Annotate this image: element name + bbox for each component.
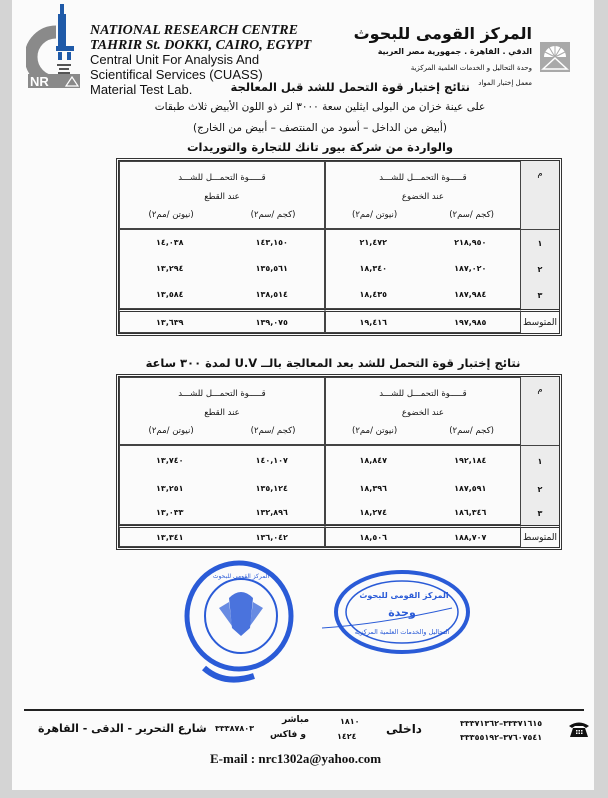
email-address[interactable]: E-mail : nrc1302a@yahoo.com: [210, 751, 382, 766]
header-yield-group: [325, 161, 521, 229]
header-strength: قـــــوة التحمـــل للشـــد: [379, 172, 467, 183]
cell-break-kg: ١٣٥,٥٦١: [255, 264, 288, 273]
avg-break-kg: ١٣٦,٠٤٢: [255, 532, 288, 542]
cell-break-n: ١٣,٧٤٠: [156, 456, 184, 465]
address: شارع التحرير - الدقى - القاهرة: [38, 722, 207, 735]
row-number: ٢: [537, 484, 543, 494]
header-ar-line3: وحدة التحاليل و الخدمات العلمية المركزية: [410, 64, 532, 72]
row-number: ١: [537, 456, 543, 466]
cell-break-kg: ١٣٥,١٢٤: [255, 484, 288, 493]
post-uv-title: نتائج إختبار قوة التحمل للشد بعد المعالجة بالــ U.V لمدة ٣٠٠ ساعة: [145, 356, 521, 370]
average-yield: [325, 525, 521, 547]
sunburst-triangle-logo: [540, 42, 570, 72]
header-unit-kg: (كجم /سم٢): [250, 425, 296, 436]
seal-left-text: المركز القومى للبحوث: [212, 573, 270, 580]
avg-yield-n: ١٩,٤١٦: [359, 317, 387, 327]
layers-description: (أبيض من الداخل – أسود من المنتصف – أبيض من الخارج): [193, 122, 447, 134]
phones-line1: ٣٣٣٧١٦١٥–٣٣٣٧١٣٦٢: [460, 719, 543, 728]
avg-break-n: ١٣,٣٤١: [156, 532, 184, 542]
avg-yield-kg: ١٩٧,٩٨٥: [454, 317, 487, 327]
official-seal-oval: [322, 568, 472, 660]
row-numbers: [521, 445, 559, 525]
cell-yield-n: ١٨,٣٤٠: [359, 264, 387, 273]
cell-yield-kg: ١٨٧,٩٨٤: [454, 290, 487, 299]
header-unit-kg: (كجم /سم٢): [449, 209, 494, 220]
header-en-line2: TAHRIR St. DOKKI, CAIRO, EGYPT: [90, 38, 312, 53]
direct-label: مباشر: [282, 715, 310, 725]
footer-divider: [24, 709, 584, 711]
seal-right-text-mid: وحدة: [388, 606, 416, 619]
logo-nr-text: NR: [30, 74, 49, 88]
official-seal-round: [184, 558, 294, 688]
header-yield: عند الخضوع: [401, 407, 444, 418]
header-unit-n: (نيوتن /مم٢): [351, 209, 398, 220]
internal-ext-2: ١٤٢٤: [337, 732, 357, 741]
header-break-group: [119, 161, 325, 229]
cell-break-n: ١٣,٢٥١: [156, 484, 184, 493]
avg-yield-kg: ١٨٨,٧٠٧: [454, 532, 487, 542]
row-number: ٣: [537, 508, 543, 518]
header-yield-group: [325, 377, 521, 445]
cell-yield-kg: ١٨٧,٥٩١: [454, 484, 487, 493]
cell-yield-n: ١٨,٤٣٥: [359, 290, 387, 299]
sample-description: على عينة خزان من البولى ايثلين سعة ٣٠٠٠ لتر ذو اللون الأبيض ثلاث طبقات: [154, 101, 486, 113]
header-unit-n: (نيوتن /مم٢): [148, 425, 194, 436]
cell-yield-kg: ٢١٨,٩٥٠: [454, 238, 487, 247]
internal-ext-1: ١٨١٠: [340, 717, 360, 726]
header-break: عند القطع: [204, 407, 240, 418]
average-label: المتوسط: [521, 525, 559, 547]
average-yield: [325, 309, 521, 333]
cell-yield-kg: ١٩٢,١٨٤: [454, 456, 487, 465]
avg-break-kg: ١٣٩,٠٧٥: [255, 317, 288, 327]
fax-label: و فاكس: [270, 730, 306, 740]
cell-break-kg: ١٤٣,١٥٠: [255, 238, 288, 247]
header-unit-kg: (كجم /سم٢): [250, 209, 296, 220]
header-m: م: [521, 377, 559, 445]
internal-label: داخلى: [386, 722, 422, 736]
yield-values: [325, 445, 521, 525]
results-table-after-uv: [116, 374, 562, 550]
cell-break-kg: ١٣٢,٨٩٦: [255, 508, 288, 517]
header-break-group: [119, 377, 325, 445]
cell-yield-n: ٢١,٤٧٢: [359, 238, 387, 247]
seal-right-text-top: المركز القومى للبحوث: [359, 591, 449, 600]
phones-line2: ٣٧٦٠٧٥٤١–٣٣٣٥٥١٩٢: [460, 733, 543, 742]
fax-number: ٣٣٣٨٧٨٠٣: [215, 724, 255, 733]
results-table-before-treatment: [116, 158, 562, 336]
header-unit-n: (نيوتن /مم٢): [148, 209, 194, 220]
cell-break-n: ١٣,٢٩٤: [156, 264, 184, 273]
header-yield: عند الخضوع: [401, 191, 444, 202]
header-strength: قـــــوة التحمـــل للشـــد: [379, 388, 467, 399]
break-values: [119, 445, 325, 525]
document-page: [12, 0, 594, 790]
telephone-icon: [568, 720, 590, 738]
header-unit-kg: (كجم /سم٢): [449, 425, 494, 436]
header-ar-line2: الدقي . القاهرة . جمهورية مصر العربية: [377, 47, 532, 56]
source-description: والواردة من شركة بيور تانك للتجارة والتوريدات: [186, 140, 454, 154]
break-values: [119, 229, 325, 309]
header-strength: قـــــوة التحمـــل للشـــد: [178, 388, 266, 399]
header-strength: قـــــوة التحمـــل للشـــد: [178, 172, 266, 183]
header-break: عند القطع: [204, 191, 240, 202]
cell-break-kg: ١٤٠,١٠٧: [255, 456, 288, 465]
average-break: [119, 525, 325, 547]
cell-yield-n: ١٨,٢٧٤: [359, 508, 387, 517]
cell-yield-n: ١٨,٣٩٦: [359, 484, 387, 493]
row-number: ٢: [537, 264, 543, 274]
avg-break-n: ١٣,٦٣٩: [156, 317, 184, 327]
row-numbers: [521, 229, 559, 309]
average-break: [119, 309, 325, 333]
cell-break-n: ١٣,٥٨٤: [156, 290, 184, 299]
header-en-line4: Scientifical Services (CUASS): [90, 67, 263, 82]
nrc-tower-logo: [26, 2, 86, 88]
header-ar-line4: معمل إختبار المواد: [478, 79, 532, 87]
header-m: م: [521, 161, 559, 229]
pre-treatment-title: نتائج إختبار قوة التحمل للشد قبل المعالجة: [230, 80, 470, 94]
header-ar-title: المركز القومى للبحوث: [353, 24, 532, 43]
avg-yield-n: ١٨,٥٠٦: [359, 532, 387, 542]
cell-yield-kg: ١٨٧,٠٢٠: [454, 264, 487, 273]
header-en-line5: Material Test Lab.: [90, 82, 193, 97]
header-en-line3: Central Unit For Analysis And: [90, 52, 260, 67]
cell-break-n: ١٣,٠٣٣: [156, 508, 184, 517]
seal-right-text-bottom: التحاليل والخدمات العلمية المركزية: [354, 628, 450, 636]
cell-yield-kg: ١٨٦,٣٤٦: [454, 508, 487, 517]
yield-values: [325, 229, 521, 309]
average-label: المتوسط: [521, 309, 559, 333]
cell-break-n: ١٤,٠٣٨: [156, 238, 184, 247]
cell-yield-n: ١٨,٨٤٧: [359, 456, 387, 465]
row-number: ٣: [537, 290, 543, 300]
row-number: ١: [537, 238, 543, 248]
header-unit-n: (نيوتن /مم٢): [351, 425, 398, 436]
cell-break-kg: ١٣٨,٥١٤: [255, 290, 288, 299]
header-en-line1: NATIONAL RESEARCH CENTRE: [90, 23, 298, 38]
